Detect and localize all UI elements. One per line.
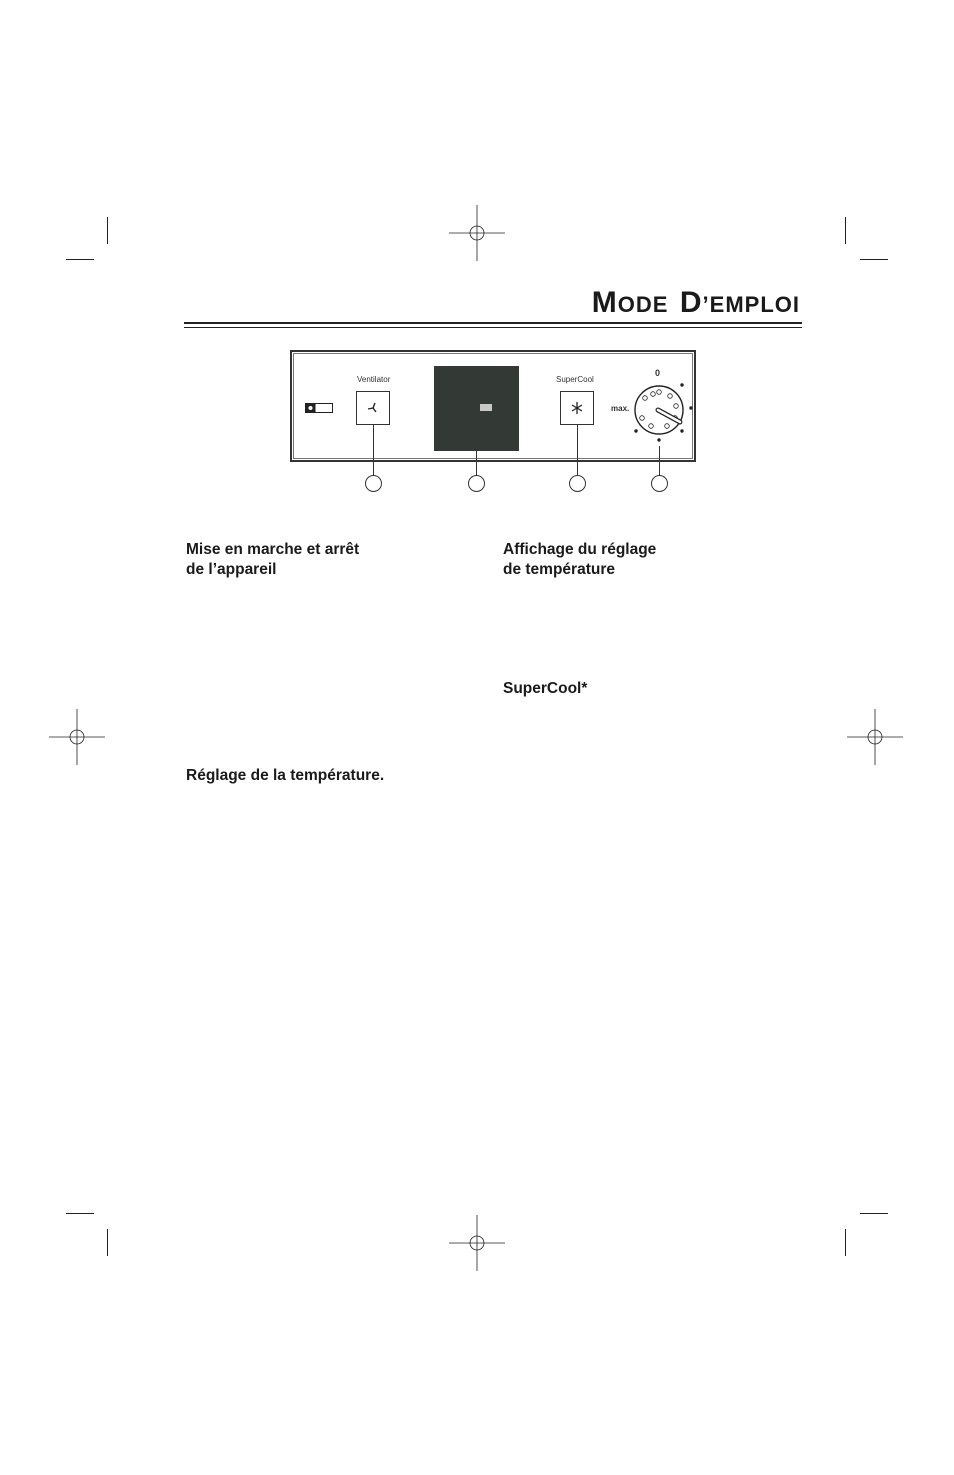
header-rule-thick — [184, 322, 802, 324]
heading-temperature-display — [503, 540, 656, 580]
display-indicator — [480, 404, 492, 411]
page-title — [592, 286, 800, 320]
registration-mark-bottom — [449, 1215, 505, 1271]
crop-mark-bottom-right-v — [845, 1229, 846, 1256]
header-rule-thin — [184, 327, 802, 328]
title-initial-d: D — [679, 286, 703, 319]
ventilator-button[interactable] — [356, 391, 390, 425]
callout-circle-3 — [569, 475, 586, 492]
supercool-label: SuperCool — [556, 375, 594, 384]
crop-mark-top-right-h — [860, 259, 888, 260]
temperature-display — [434, 366, 519, 451]
heading-power-line2: de l’appareil — [186, 561, 277, 578]
heading-power — [186, 540, 359, 580]
ventilator-label: Ventilator — [357, 375, 391, 384]
registration-mark-right — [847, 709, 903, 765]
callout-line-4 — [659, 446, 660, 476]
callout-circle-1 — [365, 475, 382, 492]
fan-icon — [366, 401, 380, 415]
callout-circle-4 — [651, 475, 668, 492]
dial-max-label: max. — [611, 404, 630, 413]
heading-temperature-setting — [186, 766, 384, 786]
registration-mark-top — [449, 205, 505, 261]
crop-mark-top-right-v — [845, 217, 846, 244]
title-rest-1: ODE — [617, 292, 669, 317]
callout-line-1 — [373, 425, 374, 476]
crop-mark-bottom-left-v — [107, 1229, 108, 1256]
callout-line-2 — [476, 451, 477, 476]
crop-mark-top-left-v — [107, 217, 108, 244]
heading-temperature-display-line1: Affichage du réglage — [503, 541, 657, 558]
supercool-button[interactable] — [560, 391, 594, 425]
crop-mark-top-left-h — [66, 259, 94, 260]
heading-supercool — [503, 679, 587, 699]
snowflake-icon — [570, 401, 584, 415]
heading-temperature-setting-text: Réglage de la température. — [186, 767, 385, 784]
heading-power-line1: Mise en marche et arrêt — [186, 541, 360, 558]
title-initial-m: M — [591, 286, 618, 319]
heading-supercool-text: SuperCool* — [503, 680, 588, 697]
crop-mark-bottom-right-h — [860, 1213, 888, 1214]
heading-temperature-display-line2: de température — [503, 561, 615, 578]
callout-circle-2 — [468, 475, 485, 492]
title-rest-2: ’EMPLOI — [702, 292, 800, 317]
crop-mark-bottom-left-h — [66, 1213, 94, 1214]
dial-zero-label: 0 — [655, 368, 661, 378]
temperature-dial-icon[interactable] — [628, 376, 696, 444]
registration-mark-left — [49, 709, 105, 765]
power-switch-icon — [305, 403, 333, 413]
callout-line-3 — [577, 425, 578, 476]
